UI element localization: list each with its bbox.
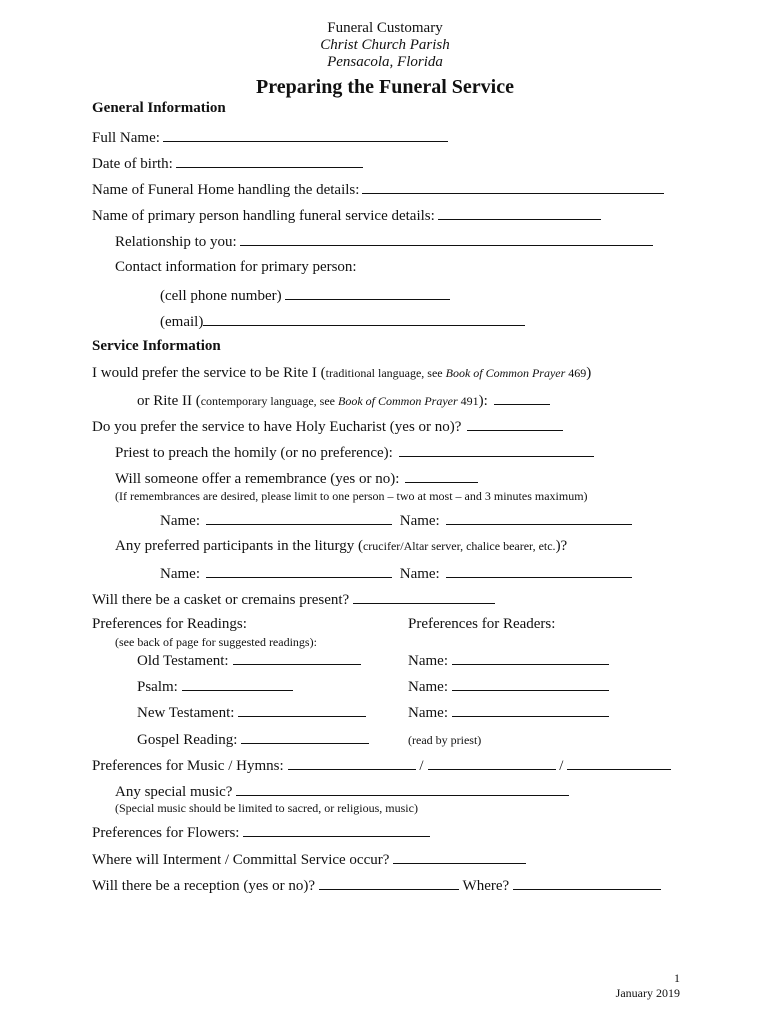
old-testament-row: [137, 650, 361, 670]
email-field[interactable]: [203, 311, 525, 326]
rite2-page: 491: [457, 394, 479, 408]
new-testament-label: New Testament:: [137, 705, 235, 721]
name-label-2: Name:: [399, 513, 440, 529]
rite1-end: ): [586, 365, 592, 381]
rite1-label: I would prefer the service to be Rite I (: [92, 365, 326, 381]
readings-label: Preferences for Readings:: [92, 616, 247, 632]
eucharist-row: [92, 416, 563, 436]
reception-where-field[interactable]: [513, 875, 661, 890]
rite2-label: or Rite II (: [137, 393, 201, 409]
full-name-label: Full Name:: [92, 130, 160, 146]
remembrance-field[interactable]: [405, 468, 478, 483]
reader-name-label-2: Name:: [408, 679, 448, 695]
page-title: Preparing the Funeral Service: [256, 76, 514, 98]
rite1-book: Book of Common Prayer: [445, 366, 566, 380]
readers-label: Preferences for Readers:: [408, 616, 556, 632]
priest-label: Priest to preach the homily (or no preference):: [115, 445, 393, 461]
rite1-page: 469: [565, 366, 587, 380]
flowers-label: Preferences for Flowers:: [92, 825, 240, 841]
hymn-field-3[interactable]: [567, 755, 671, 770]
relationship-row: [115, 231, 653, 251]
name-label-3: Name:: [160, 566, 200, 582]
full-name-row: [92, 127, 448, 147]
read-by-priest-note: (read by priest): [408, 733, 482, 747]
cell-label: (cell phone number): [160, 288, 282, 304]
funeral-home-field[interactable]: [362, 179, 664, 194]
remembrance-row: [115, 468, 478, 488]
reception-label: Will there be a reception (yes or no)?: [92, 878, 316, 894]
new-testament-row: [137, 702, 366, 722]
dob-field[interactable]: [176, 153, 363, 168]
special-music-field[interactable]: [236, 781, 569, 796]
relationship-field[interactable]: [240, 231, 653, 246]
remembrance-names-row: [160, 510, 632, 530]
music-row: [92, 755, 671, 775]
primary-person-field[interactable]: [438, 205, 601, 220]
flowers-row: [92, 822, 430, 842]
gospel-row: [137, 729, 369, 749]
slash-1: /: [419, 758, 424, 774]
reader-name-field-1[interactable]: [452, 650, 609, 665]
service-info-heading: Service Information: [92, 338, 221, 354]
new-testament-field[interactable]: [238, 702, 366, 717]
eucharist-label: Do you prefer the service to have Holy Eucharist (yes or no)?: [92, 419, 462, 435]
email-row: [160, 311, 525, 331]
full-name-field[interactable]: [163, 127, 448, 142]
reader-2-row: [408, 676, 609, 696]
reader-name-label-3: Name:: [408, 705, 448, 721]
revision-date: January 2019: [615, 986, 680, 1000]
participant-name-field-2[interactable]: [446, 563, 632, 578]
psalm-row: [137, 676, 293, 696]
header-customary: Funeral Customary: [327, 20, 443, 36]
remembrance-label: Will someone offer a remembrance (yes or no):: [115, 471, 400, 487]
old-testament-field[interactable]: [233, 650, 361, 665]
reader-1-row: [408, 650, 609, 670]
rite1-note: traditional language, see: [325, 366, 446, 380]
reader-name-field-2[interactable]: [452, 676, 609, 691]
psalm-label: Psalm:: [137, 679, 178, 695]
casket-field[interactable]: [353, 589, 495, 604]
casket-label: Will there be a casket or cremains present?: [92, 592, 350, 608]
header-location: Pensacola, Florida: [327, 54, 443, 70]
dob-row: [92, 153, 363, 173]
psalm-field[interactable]: [182, 676, 293, 691]
hymn-field-1[interactable]: [288, 755, 416, 770]
special-music-note: (Special music should be limited to sacred, or religious, music): [115, 801, 418, 815]
interment-row: [92, 849, 526, 869]
reception-field[interactable]: [319, 875, 459, 890]
slash-2: /: [559, 758, 564, 774]
interment-label: Where will Interment / Committal Service occur?: [92, 852, 390, 868]
casket-row: [92, 589, 495, 609]
eucharist-field[interactable]: [467, 416, 563, 431]
priest-field[interactable]: [399, 442, 594, 457]
reader-3-row: [408, 702, 609, 722]
old-testament-label: Old Testament:: [137, 653, 229, 669]
special-music-row: [115, 781, 569, 801]
email-label: (email): [160, 314, 204, 330]
name-label-1: Name:: [160, 513, 200, 529]
hymn-field-2[interactable]: [428, 755, 556, 770]
funeral-home-row: [92, 179, 664, 199]
gospel-field[interactable]: [241, 729, 369, 744]
gospel-label: Gospel Reading:: [137, 732, 238, 748]
page-number: 1: [674, 971, 680, 985]
reception-row: [92, 875, 661, 895]
reader-name-field-3[interactable]: [452, 702, 609, 717]
remembrance-note: (If remembrances are desired, please limit to one person – two at most – and 3 minutes maximum): [115, 489, 588, 503]
general-info-heading: General Information: [92, 100, 226, 116]
rite-field[interactable]: [494, 390, 550, 405]
rite2-row: [137, 390, 550, 410]
where-label: Where?: [462, 878, 510, 894]
primary-person-label: Name of primary person handling funeral service details:: [92, 208, 435, 224]
participant-name-field-1[interactable]: [206, 563, 392, 578]
primary-person-row: [92, 205, 601, 225]
participant-names-row: [160, 563, 632, 583]
rite1-row: [92, 364, 591, 382]
cell-row: [160, 285, 450, 305]
interment-field[interactable]: [393, 849, 526, 864]
contact-label: Contact information for primary person:: [115, 259, 357, 275]
rite2-book: Book of Common Prayer: [338, 394, 458, 408]
name-label-4: Name:: [399, 566, 440, 582]
rite2-end: ):: [478, 393, 488, 409]
rite2-note: contemporary language, see: [200, 394, 339, 408]
dob-label: Date of birth:: [92, 156, 173, 172]
remembrance-name-field-1[interactable]: [206, 510, 392, 525]
remembrance-name-field-2[interactable]: [446, 510, 632, 525]
participants-end: )?: [555, 538, 568, 554]
cell-field[interactable]: [285, 285, 450, 300]
participants-label: Any preferred participants in the liturgy (: [115, 538, 363, 554]
participants-note: crucifer/Altar server, chalice bearer, etc.: [362, 539, 556, 553]
flowers-field[interactable]: [243, 822, 430, 837]
header-parish: Christ Church Parish: [320, 37, 450, 53]
readings-note: (see back of page for suggested readings):: [115, 635, 317, 649]
priest-row: [115, 442, 594, 462]
special-music-label: Any special music?: [115, 784, 233, 800]
funeral-home-label: Name of Funeral Home handling the details:: [92, 182, 360, 198]
relationship-label: Relationship to you:: [115, 234, 237, 250]
participants-row: [115, 537, 567, 555]
reader-name-label-1: Name:: [408, 653, 448, 669]
music-label: Preferences for Music / Hymns:: [92, 758, 284, 774]
